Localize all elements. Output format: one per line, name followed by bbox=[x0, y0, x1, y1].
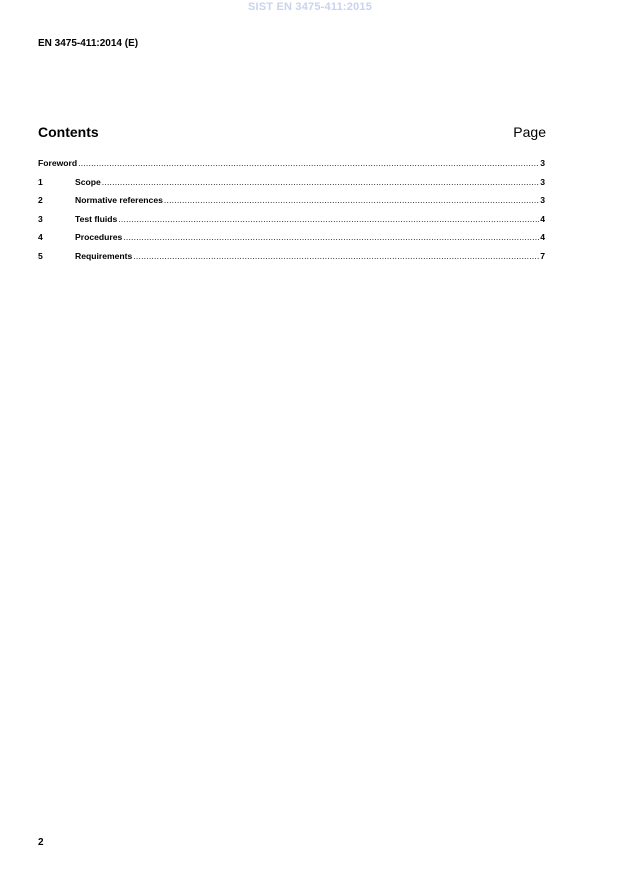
toc-entry-title: Requirements bbox=[75, 250, 133, 261]
toc-entry-title: Test fluids bbox=[75, 213, 118, 224]
toc-dot-leader bbox=[164, 195, 539, 205]
toc-entry-number: 1 bbox=[38, 176, 43, 187]
toc-entry-page: 7 bbox=[540, 250, 545, 261]
page-column-label: Page bbox=[513, 124, 546, 140]
toc-dot-leader bbox=[123, 232, 539, 242]
page-number: 2 bbox=[38, 837, 44, 848]
toc-entry-normative-references[interactable] bbox=[38, 195, 545, 214]
toc-entry-page: 3 bbox=[540, 195, 545, 206]
contents-heading bbox=[38, 124, 546, 142]
toc-dot-leader bbox=[133, 251, 539, 261]
toc-entry-title: Normative references bbox=[75, 195, 163, 206]
toc-entry-page: 3 bbox=[540, 158, 545, 168]
toc-entry-procedures[interactable] bbox=[38, 232, 545, 251]
contents-title: Contents bbox=[38, 124, 99, 140]
toc-entry-page: 4 bbox=[540, 213, 545, 224]
toc-entry-number: 5 bbox=[38, 250, 43, 261]
toc-dot-leader bbox=[78, 158, 539, 168]
toc-entry-page: 4 bbox=[540, 232, 545, 243]
document-header: EN 3475-411:2014 (E) bbox=[38, 38, 139, 49]
toc-dot-leader bbox=[102, 177, 539, 187]
toc-entry-scope[interactable] bbox=[38, 177, 545, 196]
toc-entry-number: 3 bbox=[38, 213, 43, 224]
toc-entry-title: Scope bbox=[75, 176, 101, 187]
toc-entry-title: Foreword bbox=[38, 158, 78, 168]
watermark: SIST EN 3475-411:2015 bbox=[247, 1, 373, 13]
toc-dot-leader bbox=[118, 214, 539, 224]
toc-entry-title: Procedures bbox=[75, 232, 123, 243]
toc-entry-number: 2 bbox=[38, 195, 43, 206]
toc-entry-requirements[interactable] bbox=[38, 251, 545, 270]
toc-entry-test-fluids[interactable] bbox=[38, 214, 545, 233]
toc-entry-page: 3 bbox=[540, 176, 545, 187]
toc-entry-foreword[interactable] bbox=[38, 158, 545, 177]
table-of-contents bbox=[38, 158, 545, 270]
toc-entry-number: 4 bbox=[38, 232, 43, 243]
